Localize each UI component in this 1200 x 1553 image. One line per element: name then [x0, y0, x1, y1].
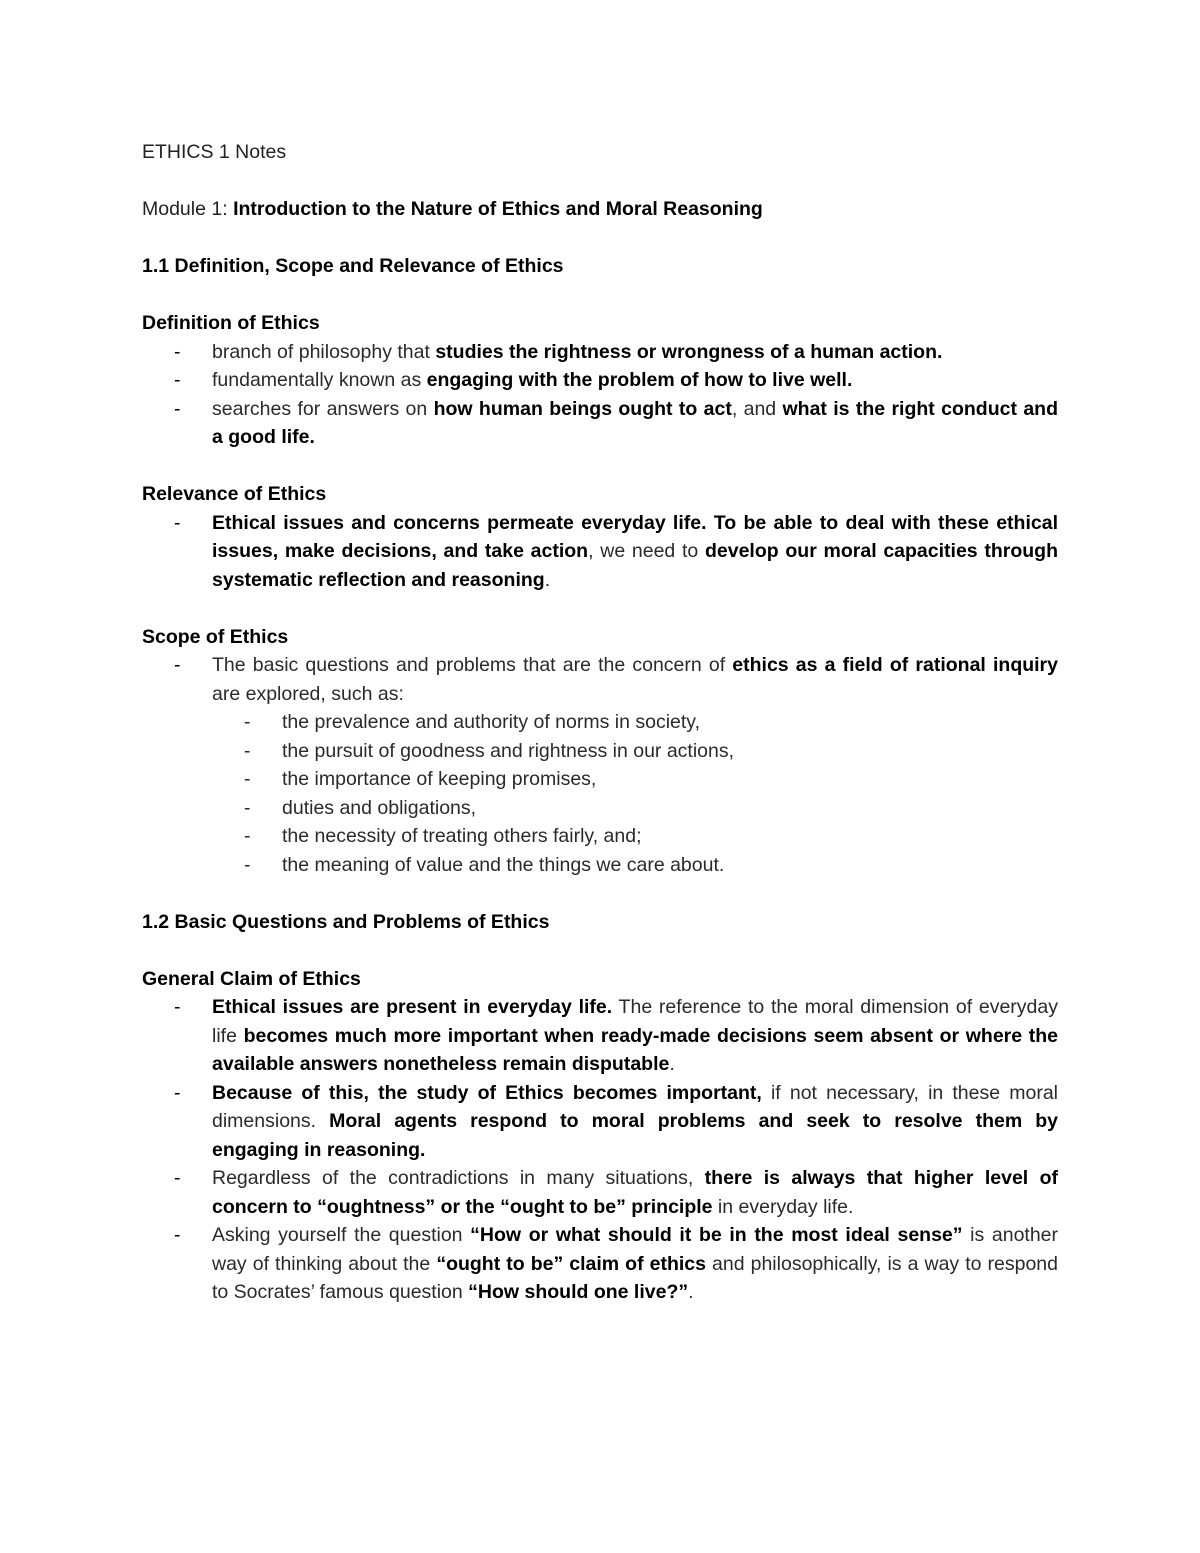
item-text: if not necessary, in these moral dimensions.	[212, 1081, 1058, 1132]
list-item	[142, 395, 1058, 452]
item-text: .	[669, 1053, 675, 1075]
item-bold-text: how human beings ought to act	[433, 397, 732, 420]
list-item	[142, 509, 1058, 595]
item-text: fundamentally known as	[212, 369, 427, 391]
item-bold-text: ethics as a field of rational inquiry	[732, 654, 1058, 676]
module-title	[142, 195, 1058, 224]
general-claim-heading: General Claim of Ethics	[142, 967, 361, 990]
scope-sublist	[142, 708, 1058, 879]
item-text: Regardless of the contradictions in many situations,	[212, 1167, 705, 1189]
item-text: , we need to	[588, 540, 705, 562]
sub-list-item: - the meaning of value and the things we care about.	[142, 851, 1058, 880]
list-item	[142, 651, 1058, 708]
item-text: , and	[731, 397, 783, 420]
item-text: .	[544, 568, 551, 591]
relevance-heading: Relevance of Ethics	[142, 483, 327, 505]
sub-list-item: - the importance of keeping promises,	[142, 765, 1058, 794]
definition-list	[142, 338, 1058, 452]
module-prefix: Module 1:	[142, 198, 234, 220]
document-title: ETHICS 1 Notes	[142, 141, 287, 163]
item-bold-text: “ought to be” claim of ethics	[436, 1252, 706, 1275]
sub-list-item: - the pursuit of goodness and rightness in our actions,	[142, 737, 1058, 766]
list-item	[142, 338, 1058, 367]
sub-list-item: - the necessity of treating others fairly, and;	[142, 822, 1058, 851]
item-text: searches for answers on	[212, 397, 434, 420]
item-bold-text: Ethical issues are present in everyday life.	[212, 996, 613, 1018]
section-1-1-heading: 1.1 Definition, Scope and Relevance of Ethics	[142, 255, 564, 277]
list-item	[142, 1221, 1058, 1307]
item-text: Asking yourself the question	[212, 1224, 471, 1246]
relevance-list	[142, 509, 1058, 595]
sub-list-item: - the prevalence and authority of norms in society,	[142, 708, 1058, 737]
item-text: is another way of thinking about the	[212, 1224, 1059, 1275]
item-text: are explored, such as:	[212, 682, 404, 705]
scope-heading: Scope of Ethics	[142, 625, 289, 648]
item-text: and philosophically, is a way to respond to Socrates’ famous question	[212, 1252, 1058, 1303]
item-bold-text: Ethical issues and concerns permeate everyday life. To be able to deal with these ethical issues, make decisions, and take action	[212, 511, 1058, 562]
item-bold-text: Moral agents respond to moral problems and seek to resolve them by engaging in reasoning.	[212, 1110, 1059, 1161]
list-item	[142, 993, 1058, 1079]
list-item	[142, 1079, 1058, 1165]
list-item	[142, 1164, 1058, 1221]
item-bold-text: what is the right conduct and a good life.	[212, 397, 1058, 448]
item-bold-text: there is always that higher level of concern to “oughtness” or the “ought to be” principle	[212, 1167, 1058, 1218]
module-name: Introduction to the Nature of Ethics and Moral Reasoning	[233, 198, 763, 220]
list-item	[142, 366, 1058, 395]
item-text: .	[688, 1281, 694, 1303]
item-bold-text: Because of this, the study of Ethics becomes important,	[212, 1081, 762, 1104]
document-page	[142, 138, 1058, 1307]
item-bold-text: “How or what should it be in the most ideal sense”	[470, 1224, 963, 1246]
item-text: The basic questions and problems that are the concern of	[212, 654, 733, 676]
item-bold-text: develop our moral capacities through systematic reflection and reasoning	[212, 540, 1058, 591]
item-bold-text: studies the rightness or wrongness of a human action.	[435, 340, 943, 363]
item-bold-text: becomes much more important when ready-made decisions seem absent or where the available answers nonetheless remain disputable	[212, 1024, 1058, 1075]
definition-heading: Definition of Ethics	[142, 312, 320, 334]
item-bold-text: “How should one live?”	[468, 1281, 689, 1303]
general-claim-list	[142, 993, 1058, 1307]
item-bold-text: engaging with the problem of how to live well.	[426, 369, 853, 391]
scope-list	[142, 651, 1058, 708]
item-text: in everyday life.	[712, 1195, 854, 1218]
item-text: branch of philosophy that	[212, 340, 436, 363]
item-text: The reference to the moral dimension of everyday life	[212, 996, 1058, 1047]
sub-list-item: - duties and obligations,	[142, 794, 1058, 823]
section-1-2-heading: 1.2 Basic Questions and Problems of Ethics	[142, 910, 550, 933]
